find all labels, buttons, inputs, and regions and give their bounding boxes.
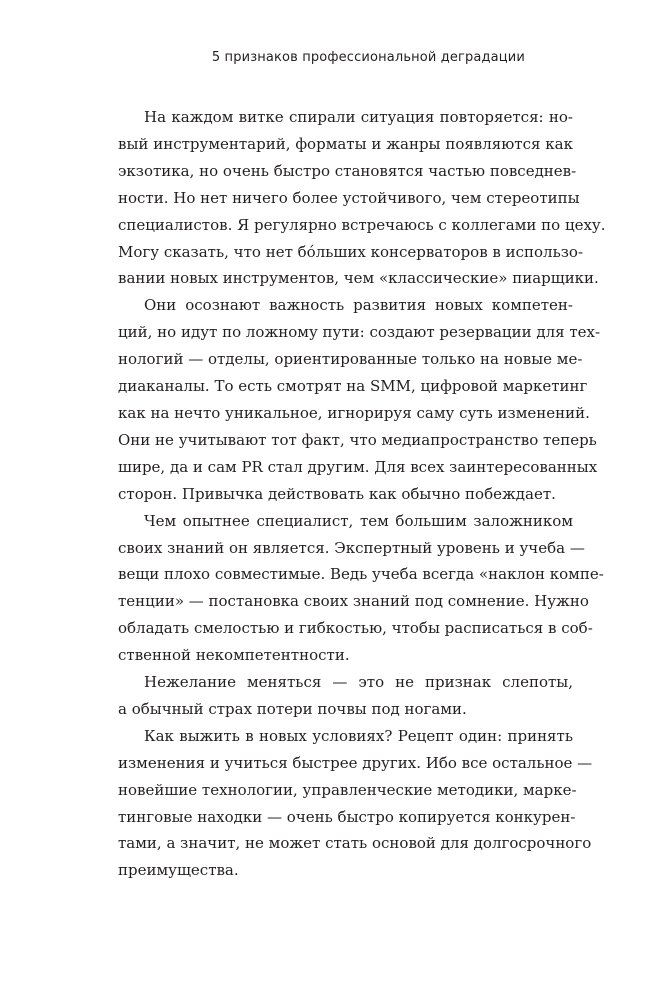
text-line: тами, а значит, не может стать основой для долгосрочного (118, 834, 592, 853)
text-line: нологий — отделы, ориентированные только на новые ме- (118, 350, 583, 369)
paragraph (118, 292, 601, 507)
running-head: 5 признаков профессиональной деградации (211, 50, 525, 65)
text-line: вый инструментарий, форматы и жанры появляются как (118, 134, 573, 153)
text-line: своих знаний он является. Экспертный уровень и учеба — (118, 538, 585, 557)
text-line: Они не учитывают тот факт, что медиапространство теперь (118, 430, 597, 449)
paragraph (118, 669, 573, 723)
text-line: Как выжить в новых условиях? Рецепт один: принять (144, 726, 573, 745)
text-line: тинговые находки — очень быстро копируется конкурен- (118, 807, 576, 826)
paragraph (118, 104, 606, 292)
text-line: Они осознают важность развития новых компетен- (144, 296, 573, 315)
text-line: изменения и учиться быстрее других. Ибо все остальное — (118, 753, 593, 772)
text-line: шире, да и сам PR стал другим. Для всех заинтересованных (118, 457, 598, 476)
text-line: Чем опытнее специалист, тем большим заложником (144, 511, 573, 530)
text-line: Нежелание меняться — это не признак слепоты, (144, 673, 573, 692)
text-line: вещи плохо совместимые. Ведь учеба всегда «наклон компе- (118, 565, 604, 584)
paragraph (118, 508, 604, 669)
text-line: специалистов. Я регулярно встречаюсь с коллегами по цеху. (118, 215, 606, 234)
text-line: На каждом витке спирали ситуация повторяется: но- (144, 108, 573, 126)
text-line: ности. Но нет ничего более устойчивого, чем стереотипы (118, 188, 580, 207)
text-line: экзотика, но очень быстро становятся частью повседнев- (118, 161, 577, 180)
text-line: ственной некомпетентности. (118, 646, 350, 665)
text-line: диаканалы. То есть смотрят на SMM, цифровой маркетинг (118, 377, 588, 396)
body-text (118, 104, 606, 884)
text-line: преимущества. (118, 861, 239, 880)
text-line: новейшие технологии, управленческие методики, марке- (118, 780, 577, 799)
text-line: вании новых инструментов, чем «классические» пиарщики. (118, 269, 599, 288)
text-line: сторон. Привычка действовать как обычно побеждает. (118, 484, 556, 503)
paragraph (118, 723, 593, 884)
text-line: обладать смелостью и гибкостью, чтобы расписаться в соб- (118, 619, 593, 638)
text-line: Могу сказать, что нет бóльших консерваторов в использо- (118, 242, 584, 261)
text-line: тенции» — постановка своих знаний под сомнение. Нужно (118, 592, 589, 611)
text-line: как на нечто уникальное, игнорируя саму суть изменений. (118, 403, 590, 422)
text-line: ций, но идут по ложному пути: создают резервации для тех- (118, 323, 601, 342)
text-line: а обычный страх потери почвы под ногами. (118, 699, 467, 718)
